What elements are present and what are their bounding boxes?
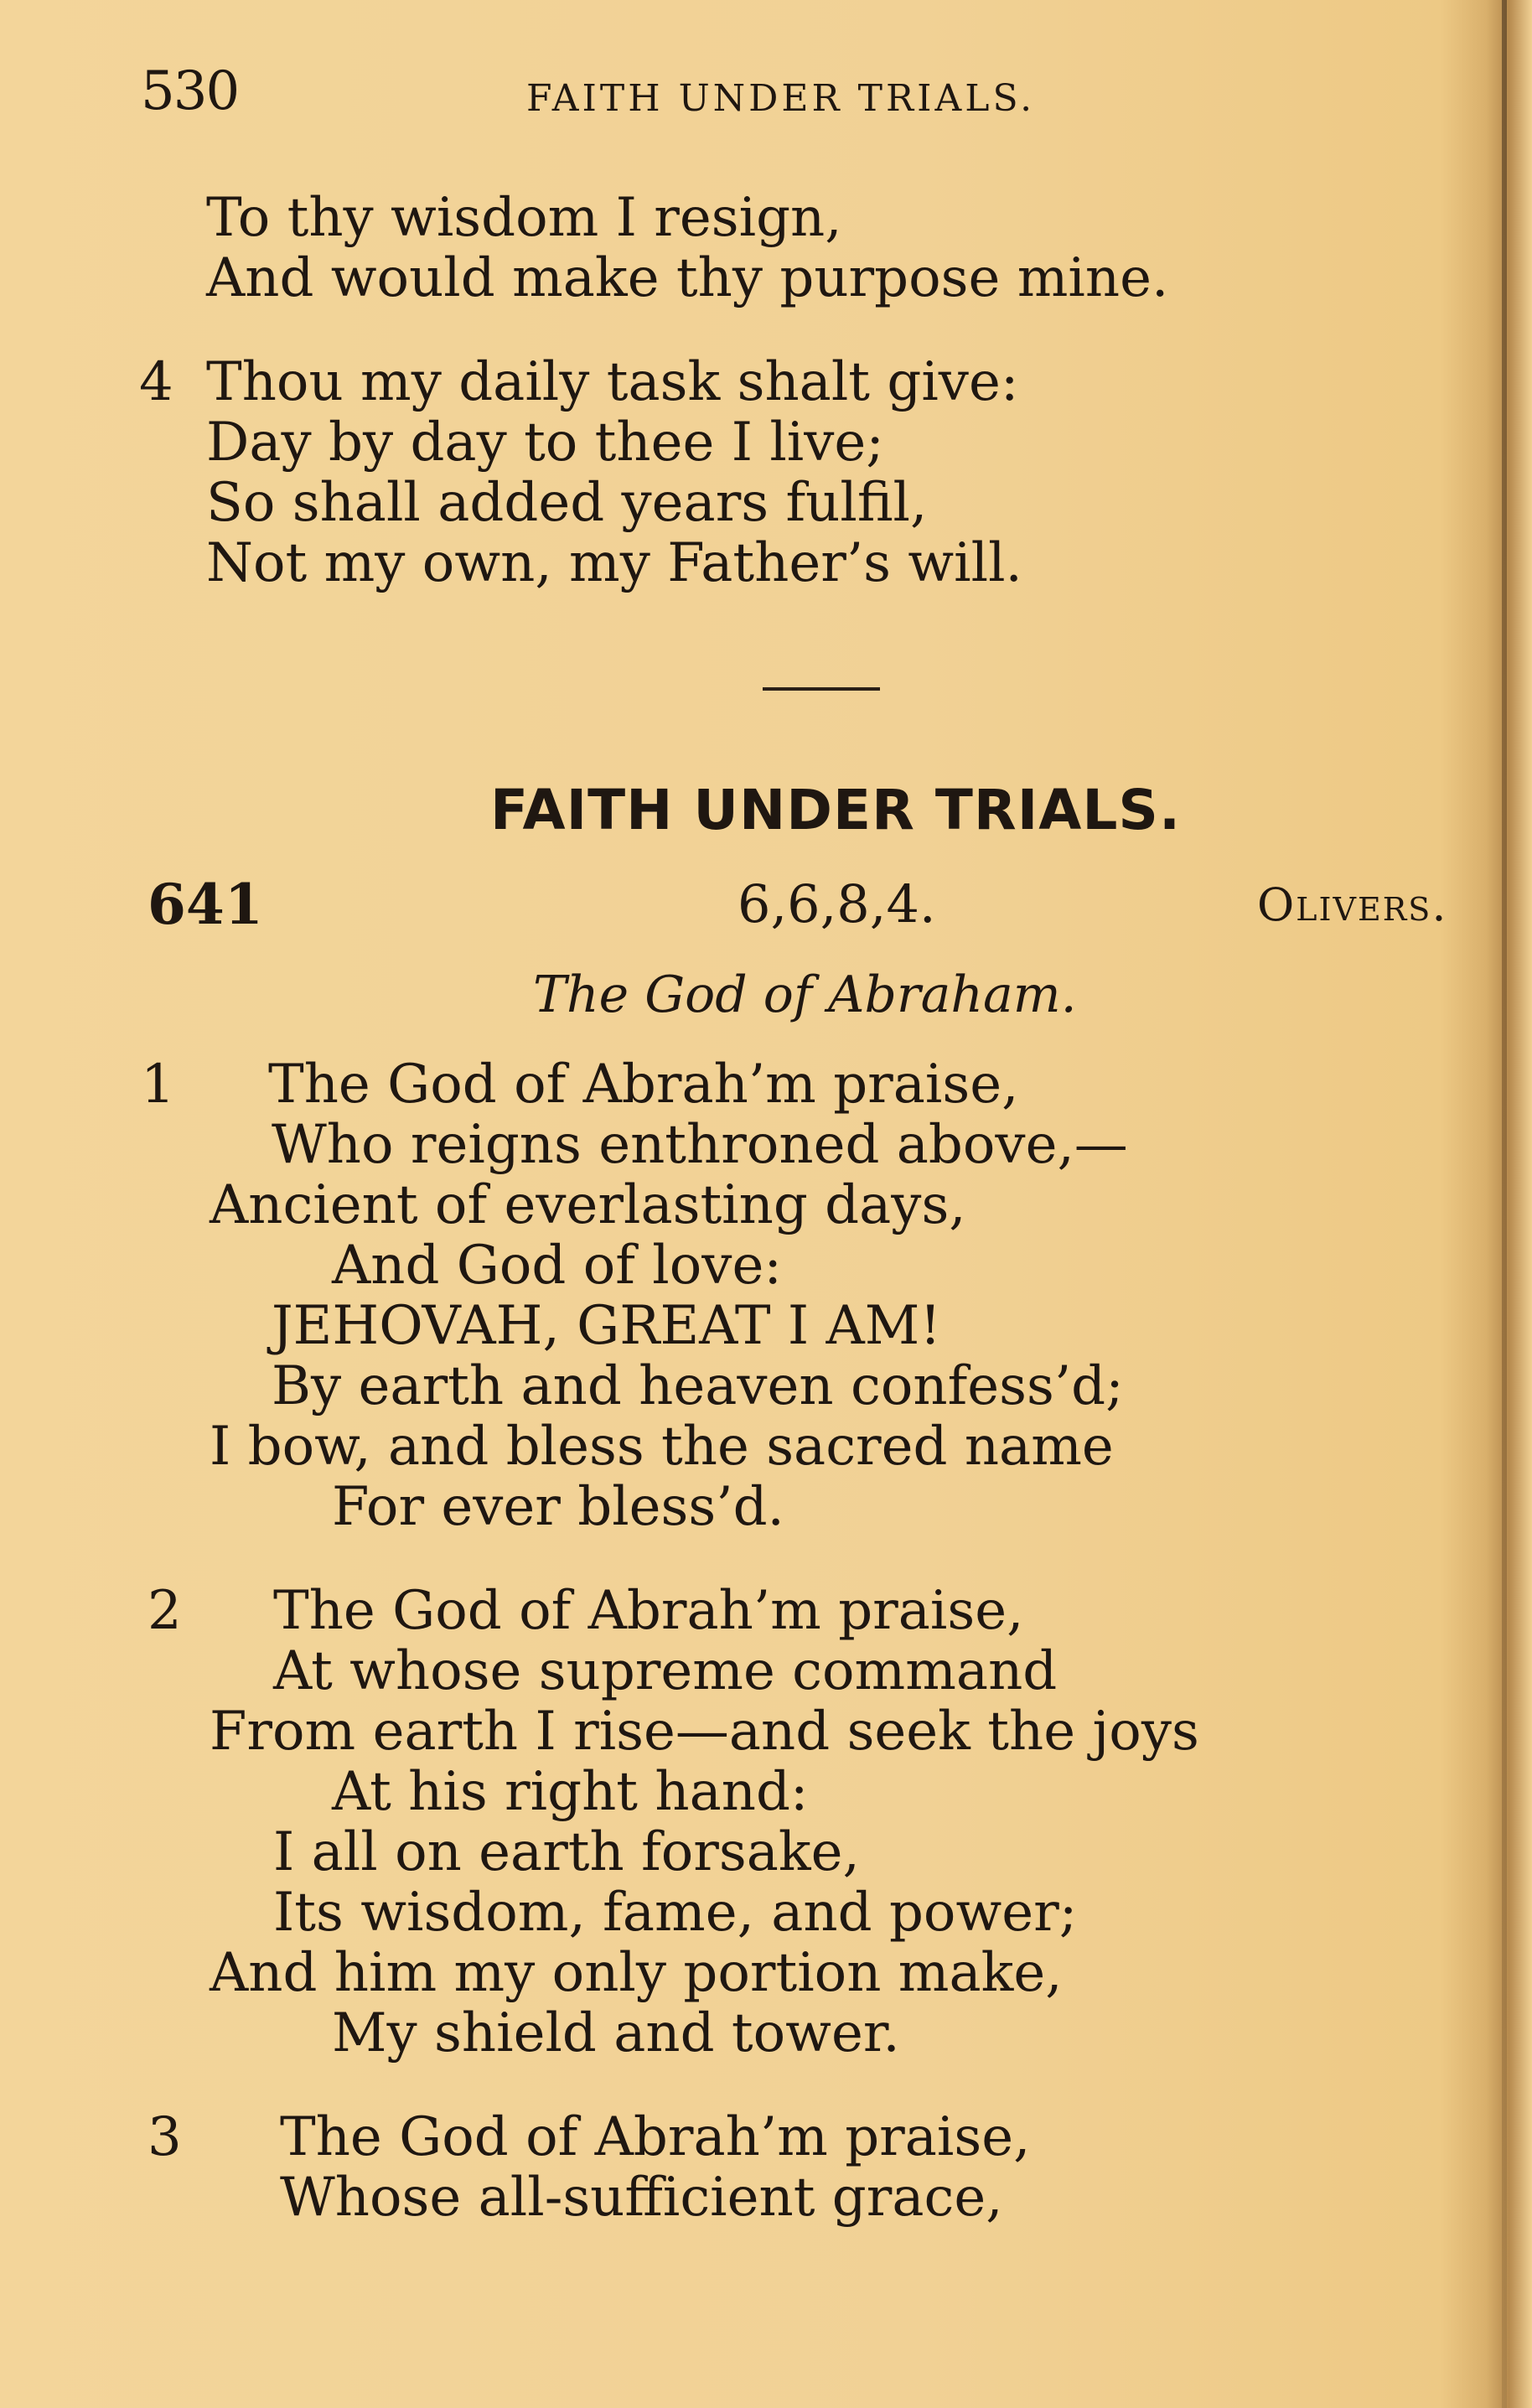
- verse-number: 4: [139, 351, 173, 413]
- verse-line: I bow, and bless the sacred name: [210, 1416, 1114, 1478]
- running-title: FAITH UNDER TRIALS.: [526, 77, 1036, 120]
- verse-line: I all on earth forsake,: [273, 1821, 860, 1883]
- tune-name: Olivers.: [1257, 878, 1448, 931]
- verse-line: For ever bless’d.: [332, 1476, 784, 1538]
- verse-line: By earth and heaven confess’d;: [272, 1355, 1124, 1417]
- verse-line: Ancient of everlasting days,: [210, 1174, 966, 1236]
- previous-hymn-line: To thy wisdom I resign,: [206, 187, 842, 249]
- verse-number: 3: [148, 2106, 182, 2168]
- hymn-meter: 6,6,8,4.: [738, 873, 936, 935]
- verse-line: Whose all-sufficient grace,: [280, 2167, 1003, 2229]
- verse-line: JEHOVAH, GREAT I AM!: [272, 1295, 941, 1357]
- verse-line: And him my only portion make,: [210, 1942, 1063, 2004]
- verse-line: At whose supreme command: [273, 1640, 1058, 1702]
- verse-line: From earth I rise—and seek the joys: [210, 1701, 1199, 1763]
- previous-hymn-line: And would make thy purpose mine.: [206, 247, 1169, 309]
- verse-line: The God of Abrah’m praise,: [268, 1054, 1019, 1116]
- book-spine-edge: [1502, 0, 1507, 2408]
- verse-line: My shield and tower.: [332, 2002, 900, 2064]
- hymn-number: 641: [148, 872, 263, 937]
- verse-line: At his right hand:: [332, 1761, 809, 1823]
- verse-line: And God of love:: [332, 1235, 782, 1297]
- previous-hymn-line: Thou my daily task shalt give:: [206, 351, 1019, 413]
- verse-line: The God of Abrah’m praise,: [273, 1580, 1024, 1642]
- verse-line: Its wisdom, fame, and power;: [273, 1882, 1078, 1944]
- page-number: 530: [141, 60, 239, 122]
- verse-number: 2: [148, 1580, 182, 1642]
- section-title: FAITH UNDER TRIALS.: [490, 778, 1182, 842]
- previous-hymn-line: Not my own, my Father’s will.: [206, 532, 1022, 594]
- verse-line: Who reigns enthroned above,—: [272, 1114, 1128, 1176]
- section-divider: [763, 687, 880, 691]
- hymn-subtitle: The God of Abraham.: [533, 966, 1077, 1024]
- previous-hymn-line: Day by day to thee I live;: [206, 412, 884, 474]
- verse-number: 1: [141, 1054, 175, 1116]
- previous-hymn-line: So shall added years fulfil,: [206, 472, 928, 534]
- verse-line: The God of Abrah’m praise,: [280, 2106, 1031, 2168]
